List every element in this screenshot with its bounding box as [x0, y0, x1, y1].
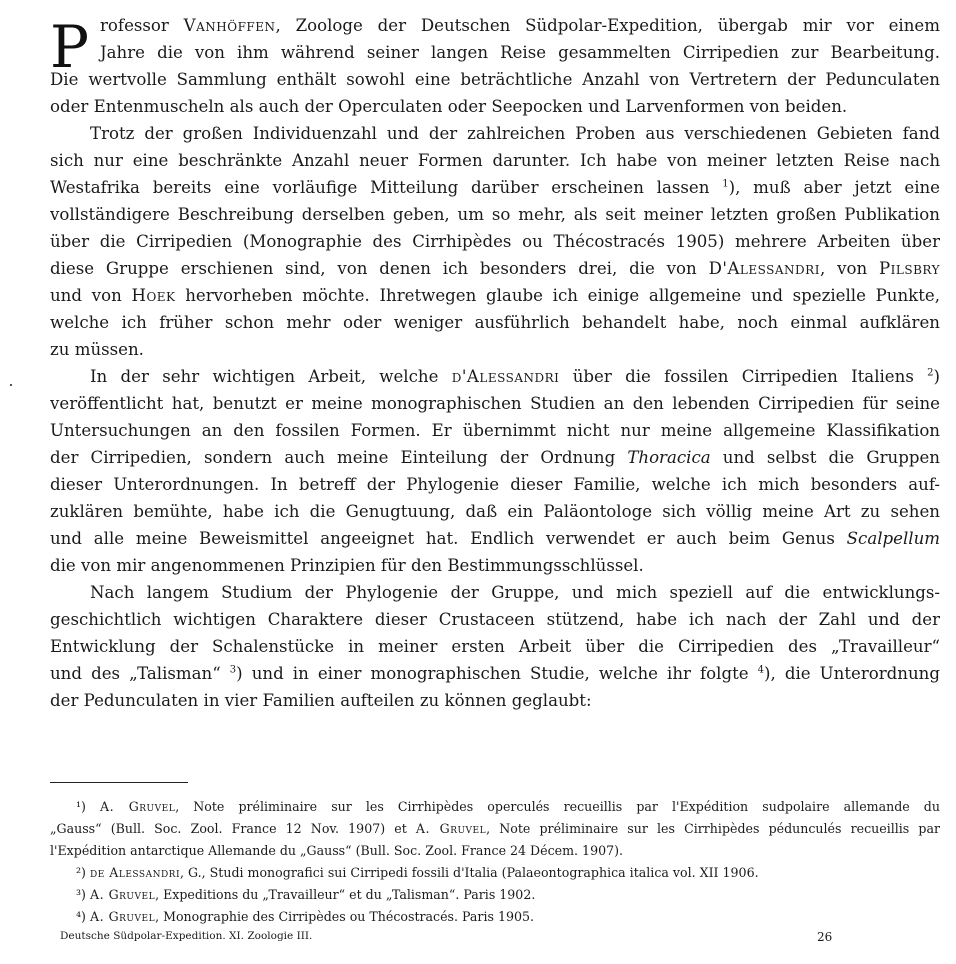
text-run: , Monographie des Cirripèdes ou Thécostracés. Paris 1905.	[155, 909, 535, 924]
text-run: Westafrika bereits eine vorläufige Mitteilung darüber erscheinen lassen	[50, 178, 710, 197]
text-line: oder Entenmuscheln als auch der Operculaten oder Seepocken und Larvenformen von beiden.	[50, 97, 848, 116]
text-line: zuklären bemühte, habe ich die Genugtuung, daß ein Paläontologe sich völlig meine Art zu sehen	[50, 502, 940, 521]
author-name: d'Alessandri	[451, 367, 560, 386]
text-line	[50, 174, 940, 201]
text-line: dieser Unterordnungen. In betreff der Phylogenie dieser Familie, welche ich mich besonders auf-	[50, 475, 940, 494]
text-run: der Cirripedien, sondern auch meine Einteilung der Ordnung	[50, 448, 628, 467]
text-run: ), muß aber jetzt eine	[728, 178, 940, 197]
footnote-mark: ³)	[76, 887, 86, 902]
text-line: welche ich früher schon mehr oder weniger ausführlich behandelt habe, noch einmal aufklären	[50, 313, 940, 332]
text-run: , von	[819, 259, 879, 278]
text-run: , G., Studi monografici sui Cirripedi fossili d'Italia (Palaeontographica italica vol. XII 1906.	[180, 865, 759, 880]
text-line	[50, 363, 940, 390]
text-line: Entwicklung der Schalenstücke in meiner ersten Arbeit über die Cirripedien des „Travailleur“	[50, 637, 940, 656]
text-line: die von mir angenommenen Prinzipien für den Bestimmungsschlüssel.	[50, 556, 644, 575]
text-line: Die wertvolle Sammlung enthält sowohl eine beträchtliche Anzahl von Vertretern der Pedunculaten	[50, 70, 940, 89]
text-run: über die fossilen Cirripedien Italiens	[559, 367, 928, 386]
text-line: Jahre die von ihm während seiner langen Reise gesammelten Cirripedien zur Bearbeitung.	[100, 43, 940, 62]
author-name: Hoek	[131, 286, 176, 305]
text-run: In der sehr wichtigen Arbeit, welche	[90, 367, 452, 386]
text-line: zu müssen.	[50, 340, 144, 359]
taxon-name: Scalpellum	[846, 529, 940, 548]
text-run: und alle meine Beweismittel angeeignet hat. Endlich verwendet er auch beim Genus	[50, 529, 835, 548]
text-line: geschichtlich wichtigen Charaktere dieser Crustaceen stützend, habe ich nach der Zahl und der	[50, 610, 940, 629]
footnote-ref: 2	[927, 367, 934, 379]
footnote-mark: ²)	[76, 865, 86, 880]
drop-cap: P	[50, 13, 90, 81]
taxon-name: Thoracica	[627, 448, 711, 467]
text-line: vollständigere Beschreibung derselben geben, um so mehr, als seit meiner letzten großen Publikation	[50, 205, 940, 224]
text-run: diese Gruppe erschienen sind, von denen ich besonders drei, die von	[50, 259, 709, 278]
text-line: veröffentlicht hat, benutzt er meine monographischen Studien an den lebenden Cirripedien für seine	[50, 394, 940, 413]
text-run: rofessor	[100, 16, 184, 35]
running-footer: Deutsche Südpolar-Expedition. XI. Zoologie III.	[60, 930, 313, 942]
author-name: A. Gruvel	[89, 887, 156, 902]
text-run: ) und in einer monographischen Studie, welche ihr folgte	[236, 664, 758, 683]
text-line: Nach langem Studium der Phylogenie der Gruppe, und mich speziell auf die entwicklungs-	[90, 583, 940, 602]
footnote-mark: ⁴)	[76, 909, 86, 924]
footnote-ref: 3	[229, 664, 237, 676]
text-run: , Note préliminaire sur les Cirrhipèdes pédunculés recueillis par	[486, 821, 940, 836]
paragraph-2	[50, 120, 940, 363]
text-run: und von	[50, 286, 132, 305]
text-line	[50, 444, 940, 471]
text-run: , Note préliminaire sur les Cirrhipèdes operculés recueillis par l'Expédition sudpolaire allemande du	[175, 799, 940, 814]
footnote-1-cont	[50, 818, 940, 840]
footnote-1	[50, 796, 940, 818]
footnote-mark: ¹)	[76, 799, 86, 814]
text-line	[50, 255, 940, 282]
footnote-1-cont: l'Expédition antarctique Allemande du „Gauss“ (Bull. Soc. Zool. France 24 Décem. 1907).	[50, 843, 624, 858]
text-run: hervorheben möchte. Ihretwegen glaube ich einige allgemeine und spezielle Punkte,	[175, 286, 940, 305]
text-line: der Pedunculaten in vier Familien aufteilen zu können geglaubt:	[50, 691, 592, 710]
author-name: de Alessandri	[89, 865, 181, 880]
author-name: Pilsbry	[878, 259, 940, 278]
text-run: )	[933, 367, 940, 386]
text-run: „Gauss“ (Bull. Soc. Zool. France 12 Nov. 1907) et	[50, 821, 416, 836]
footnote-ref: 1	[722, 178, 729, 190]
text-line: Trotz der großen Individuenzahl und der zahlreichen Proben aus verschiedenen Gebieten fand	[90, 124, 940, 143]
text-run: , Expeditions du „Travailleur“ et du „Talisman“. Paris 1902.	[155, 887, 536, 902]
paragraph-3	[50, 363, 940, 579]
scan-speck	[10, 384, 12, 386]
footnote-divider	[50, 782, 188, 783]
body-text	[50, 12, 940, 714]
author-name: A. Gruvel	[100, 799, 176, 814]
text-run: , Zoologe der Deutschen Südpolar-Expedition, übergab mir vor einem	[275, 16, 940, 35]
footnote-2	[50, 862, 940, 884]
author-name: A. Gruvel	[89, 909, 156, 924]
text-line: über die Cirripedien (Monographie des Cirrhipèdes ou Thécostracés 1905) mehrere Arbeiten über	[50, 232, 940, 251]
text-line: Untersuchungen an den fossilen Formen. Er übernimmt nicht nur meine allgemeine Klassifikation	[50, 421, 940, 440]
paragraph-4	[50, 579, 940, 714]
author-name: A. Gruvel	[415, 821, 487, 836]
text-run: ), die Unterordnung	[764, 664, 940, 683]
footnote-ref: 4	[757, 664, 765, 676]
page-number: 26	[817, 930, 833, 944]
text-line	[50, 282, 940, 309]
author-name: D'Alessandri	[708, 259, 820, 278]
text-line	[50, 12, 940, 39]
text-line	[50, 660, 940, 687]
text-line: sich nur eine beschränkte Anzahl neuer Formen darunter. Ich habe von meiner letzten Reise nach	[50, 151, 940, 170]
author-name: Vanhöffen	[183, 16, 276, 35]
footnotes	[50, 796, 940, 928]
paragraph-1	[50, 12, 940, 120]
text-run: und selbst die Gruppen	[710, 448, 940, 467]
footnote-4	[50, 906, 940, 928]
footnote-3	[50, 884, 940, 906]
text-line	[50, 525, 940, 552]
text-run: und des „Talisman“	[50, 664, 230, 683]
